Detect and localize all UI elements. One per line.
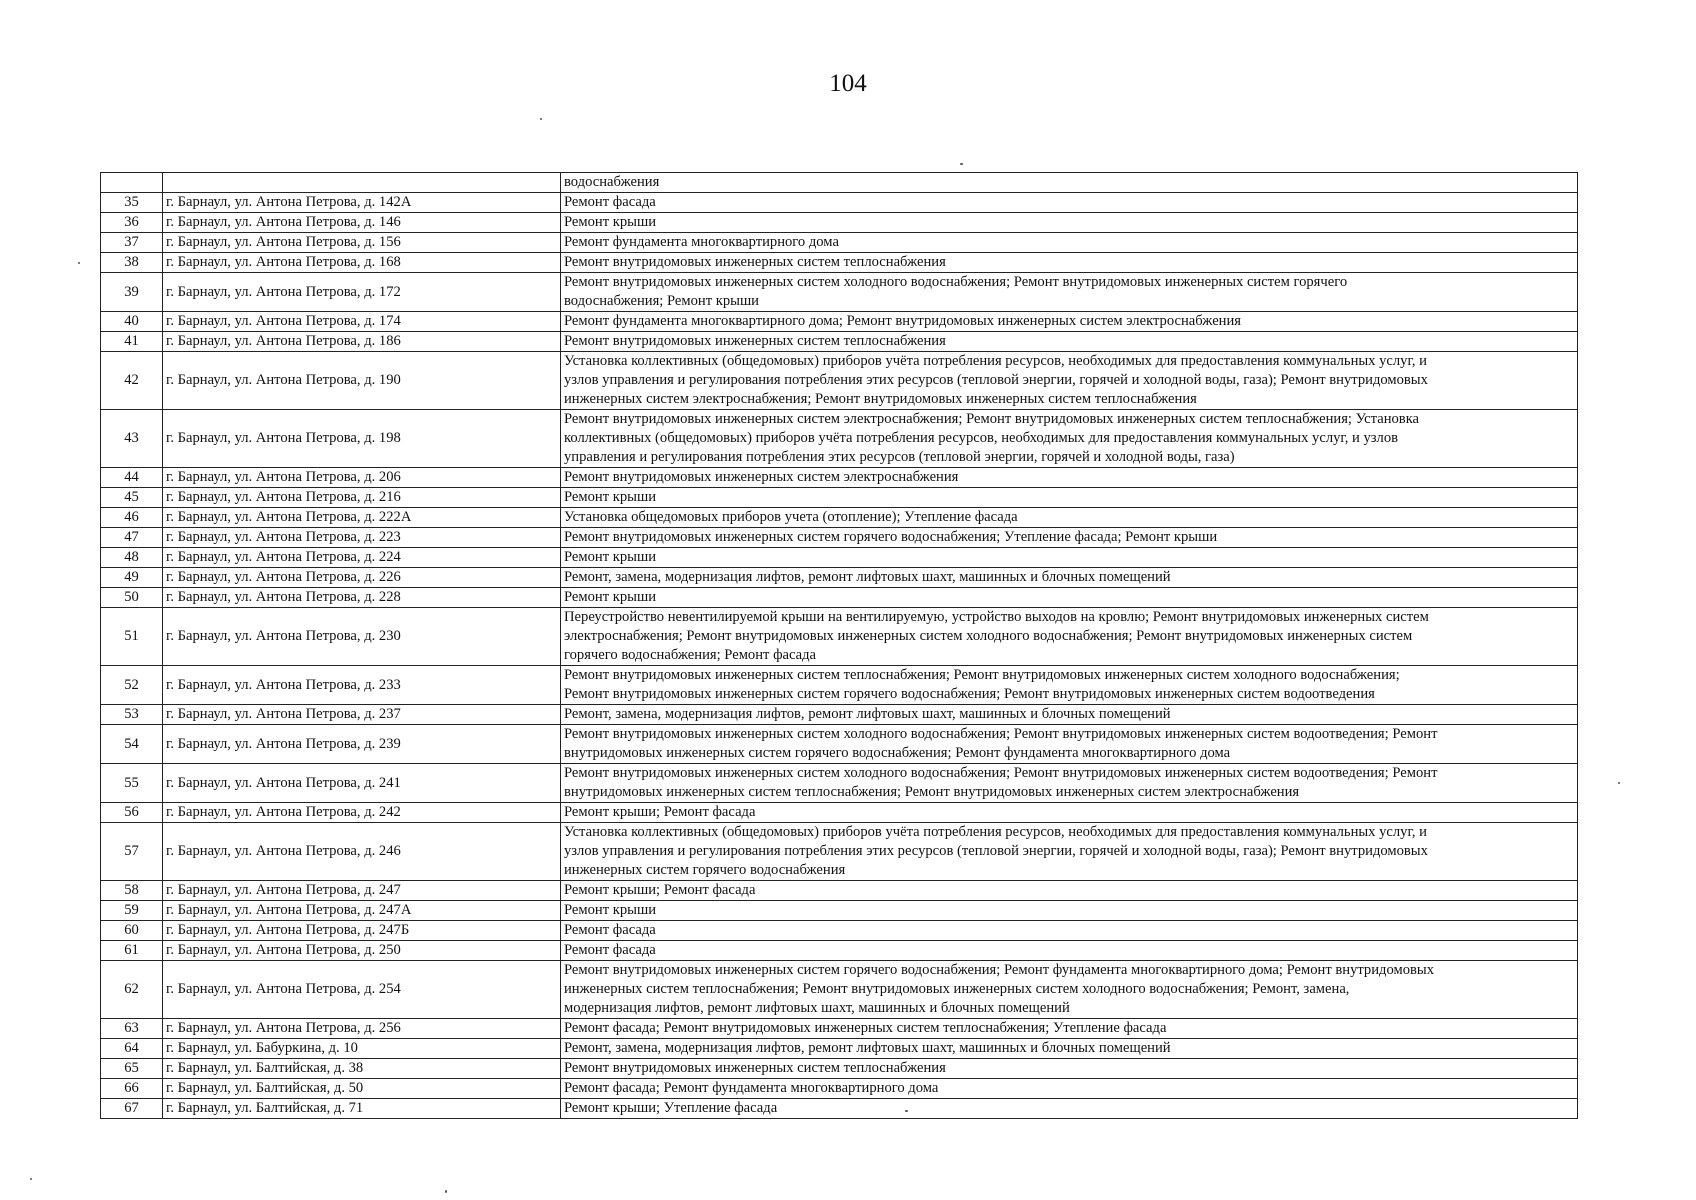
works-cell: Ремонт крыши <box>561 213 1578 233</box>
table-row <box>101 705 1578 725</box>
address-cell: г. Барнаул, ул. Антона Петрова, д. 250 <box>163 941 561 961</box>
table-row <box>101 528 1578 548</box>
table-row <box>101 764 1578 803</box>
works-cell: Ремонт крыши <box>561 548 1578 568</box>
address-cell: г. Барнаул, ул. Антона Петрова, д. 186 <box>163 332 561 352</box>
works-cell: Ремонт внутридомовых инженерных систем холодного водоснабжения; Ремонт внутридомовых инженерных систем горячего водоснабжения; Ремонт крыши <box>561 273 1578 312</box>
table-row <box>101 881 1578 901</box>
works-cell: Ремонт крыши <box>561 488 1578 508</box>
works-cell: Ремонт, замена, модернизация лифтов, ремонт лифтовых шахт, машинных и блочных помещений <box>561 1039 1578 1059</box>
table-row <box>101 568 1578 588</box>
scan-speck <box>960 163 963 165</box>
works-cell: Ремонт крыши <box>561 588 1578 608</box>
row-number-cell: 38 <box>101 253 163 273</box>
works-cell: Ремонт внутридомовых инженерных систем холодного водоснабжения; Ремонт внутридомовых инженерных систем водоотведения; Ремонт внутридомовых инженерных систем теплоснабжения; Ремонт внутридомовых инженерных систем электроснабжения <box>561 764 1578 803</box>
row-number-cell: 51 <box>101 608 163 666</box>
works-cell: Ремонт фасада <box>561 941 1578 961</box>
works-cell: Ремонт крыши; Утепление фасада <box>561 1099 1578 1119</box>
address-cell: г. Барнаул, ул. Антона Петрова, д. 230 <box>163 608 561 666</box>
row-number-cell: 60 <box>101 921 163 941</box>
row-number-cell: 56 <box>101 803 163 823</box>
row-number-cell: 66 <box>101 1079 163 1099</box>
table-row <box>101 588 1578 608</box>
works-cell: Ремонт крыши; Ремонт фасада <box>561 803 1578 823</box>
works-cell: водоснабжения <box>561 173 1578 193</box>
row-number-cell: 45 <box>101 488 163 508</box>
row-number-cell: 63 <box>101 1019 163 1039</box>
row-number-cell: 39 <box>101 273 163 312</box>
row-number-cell: 62 <box>101 961 163 1019</box>
table-row <box>101 352 1578 410</box>
row-number-cell: 47 <box>101 528 163 548</box>
table-row <box>101 941 1578 961</box>
table-body <box>101 173 1578 1119</box>
row-number-cell: 42 <box>101 352 163 410</box>
address-cell: г. Барнаул, ул. Антона Петрова, д. 216 <box>163 488 561 508</box>
address-cell: г. Барнаул, ул. Антона Петрова, д. 146 <box>163 213 561 233</box>
works-cell: Ремонт крыши <box>561 901 1578 921</box>
row-number-cell: 54 <box>101 725 163 764</box>
scan-speck <box>905 1110 908 1112</box>
table-row <box>101 488 1578 508</box>
address-cell: г. Барнаул, ул. Антона Петрова, д. 256 <box>163 1019 561 1039</box>
works-cell: Ремонт фасада; Ремонт фундамента многоквартирного дома <box>561 1079 1578 1099</box>
page-number: 104 <box>829 70 867 97</box>
works-cell: Ремонт внутридомовых инженерных систем горячего водоснабжения; Утепление фасада; Ремонт крыши <box>561 528 1578 548</box>
row-number-cell: 44 <box>101 468 163 488</box>
works-cell: Ремонт внутридомовых инженерных систем электроснабжения; Ремонт внутридомовых инженерных систем теплоснабжения; Установка коллективных (общедомовых) приборов учёта потребления ресурсов, необходимых для предоставления коммунальных услуг, и узлов управления и регулирования потребления этих ресурсов (тепловой энергии, горячей и холодной воды, газа) <box>561 410 1578 468</box>
works-cell: Ремонт фасада <box>561 921 1578 941</box>
table-row <box>101 921 1578 941</box>
table-row <box>101 468 1578 488</box>
address-cell: г. Барнаул, ул. Антона Петрова, д. 242 <box>163 803 561 823</box>
table-row <box>101 1019 1578 1039</box>
row-number-cell: 40 <box>101 312 163 332</box>
table-row <box>101 548 1578 568</box>
works-cell: Ремонт крыши; Ремонт фасада <box>561 881 1578 901</box>
table-row <box>101 312 1578 332</box>
address-cell: г. Барнаул, ул. Антона Петрова, д. 223 <box>163 528 561 548</box>
address-cell: г. Барнаул, ул. Антона Петрова, д. 156 <box>163 233 561 253</box>
row-number-cell: 53 <box>101 705 163 725</box>
works-cell: Ремонт фундамента многоквартирного дома; Ремонт внутридомовых инженерных систем электроснабжения <box>561 312 1578 332</box>
works-cell: Ремонт внутридомовых инженерных систем теплоснабжения <box>561 332 1578 352</box>
scan-speck <box>1618 782 1620 784</box>
row-number-cell: 59 <box>101 901 163 921</box>
table-row <box>101 233 1578 253</box>
works-cell: Ремонт, замена, модернизация лифтов, ремонт лифтовых шахт, машинных и блочных помещений <box>561 568 1578 588</box>
address-cell: г. Барнаул, ул. Антона Петрова, д. 239 <box>163 725 561 764</box>
row-number-cell: 35 <box>101 193 163 213</box>
works-cell: Установка коллективных (общедомовых) приборов учёта потребления ресурсов, необходимых для предоставления коммунальных услуг, и узлов управления и регулирования потребления этих ресурсов (тепловой энергии, горячей и холодной воды, газа); Ремонт внутридомовых инженерных систем электроснабжения; Ремонт внутридомовых инженерных систем теплоснабжения <box>561 352 1578 410</box>
table-row <box>101 173 1578 193</box>
works-cell: Ремонт внутридомовых инженерных систем горячего водоснабжения; Ремонт фундамента многоквартирного дома; Ремонт внутридомовых инженерных систем теплоснабжения; Ремонт внутридомовых инженерных систем холодного водоснабжения; Ремонт, замена, модернизация лифтов, ремонт лифтовых шахт, машинных и блочных помещений <box>561 961 1578 1019</box>
row-number-cell: 41 <box>101 332 163 352</box>
works-cell: Ремонт внутридомовых инженерных систем теплоснабжения <box>561 253 1578 273</box>
address-cell: г. Барнаул, ул. Антона Петрова, д. 226 <box>163 568 561 588</box>
works-cell: Переустройство невентилируемой крыши на вентилируемую, устройство выходов на кровлю; Ремонт внутридомовых инженерных систем электроснабжения; Ремонт внутридомовых инженерных систем холодного водоснабжения; Ремонт внутридомовых инженерных систем горячего водоснабжения; Ремонт фасада <box>561 608 1578 666</box>
address-cell: г. Барнаул, ул. Антона Петрова, д. 247 <box>163 881 561 901</box>
works-cell: Установка коллективных (общедомовых) приборов учёта потребления ресурсов, необходимых для предоставления коммунальных услуг, и узлов управления и регулирования потребления этих ресурсов (тепловой энергии, горячей и холодной воды, газа); Ремонт внутридомовых инженерных систем горячего водоснабжения <box>561 823 1578 881</box>
table-row <box>101 1039 1578 1059</box>
table-row <box>101 410 1578 468</box>
row-number-cell: 48 <box>101 548 163 568</box>
address-cell: г. Барнаул, ул. Балтийская, д. 71 <box>163 1099 561 1119</box>
table-row <box>101 273 1578 312</box>
address-cell: г. Барнаул, ул. Антона Петрова, д. 224 <box>163 548 561 568</box>
row-number-cell: 46 <box>101 508 163 528</box>
table-row <box>101 1099 1578 1119</box>
row-number-cell: 43 <box>101 410 163 468</box>
row-number-cell: 57 <box>101 823 163 881</box>
table-row <box>101 1059 1578 1079</box>
address-cell: г. Барнаул, ул. Антона Петрова, д. 233 <box>163 666 561 705</box>
address-cell: г. Барнаул, ул. Антона Петрова, д. 142А <box>163 193 561 213</box>
address-cell: г. Барнаул, ул. Антона Петрова, д. 247Б <box>163 921 561 941</box>
address-cell: г. Барнаул, ул. Антона Петрова, д. 254 <box>163 961 561 1019</box>
table-row <box>101 213 1578 233</box>
row-number-cell: 50 <box>101 588 163 608</box>
row-number-cell <box>101 173 163 193</box>
works-cell: Ремонт внутридомовых инженерных систем холодного водоснабжения; Ремонт внутридомовых инженерных систем водоотведения; Ремонт внутридомовых инженерных систем горячего водоснабжения; Ремонт фундамента многоквартирного дома <box>561 725 1578 764</box>
works-cell: Ремонт внутридомовых инженерных систем теплоснабжения; Ремонт внутридомовых инженерных систем холодного водоснабжения; Ремонт внутридомовых инженерных систем горячего водоснабжения; Ремонт внутридомовых инженерных систем водоотведения <box>561 666 1578 705</box>
address-cell: г. Барнаул, ул. Антона Петрова, д. 168 <box>163 253 561 273</box>
address-cell: г. Барнаул, ул. Бабуркина, д. 10 <box>163 1039 561 1059</box>
table-row <box>101 193 1578 213</box>
works-cell: Ремонт фасада; Ремонт внутридомовых инженерных систем теплоснабжения; Утепление фасада <box>561 1019 1578 1039</box>
address-cell: г. Барнаул, ул. Балтийская, д. 50 <box>163 1079 561 1099</box>
repair-works-table <box>100 172 1578 1119</box>
address-cell: г. Барнаул, ул. Антона Петрова, д. 198 <box>163 410 561 468</box>
address-cell <box>163 173 561 193</box>
address-cell: г. Барнаул, ул. Антона Петрова, д. 206 <box>163 468 561 488</box>
table-row <box>101 725 1578 764</box>
row-number-cell: 67 <box>101 1099 163 1119</box>
row-number-cell: 65 <box>101 1059 163 1079</box>
works-cell: Ремонт, замена, модернизация лифтов, ремонт лифтовых шахт, машинных и блочных помещений <box>561 705 1578 725</box>
address-cell: г. Барнаул, ул. Антона Петрова, д. 237 <box>163 705 561 725</box>
table-row <box>101 608 1578 666</box>
row-number-cell: 58 <box>101 881 163 901</box>
address-cell: г. Барнаул, ул. Антона Петрова, д. 222А <box>163 508 561 528</box>
works-cell: Ремонт фундамента многоквартирного дома <box>561 233 1578 253</box>
address-cell: г. Барнаул, ул. Антона Петрова, д. 247А <box>163 901 561 921</box>
row-number-cell: 36 <box>101 213 163 233</box>
table-row <box>101 508 1578 528</box>
table-row <box>101 332 1578 352</box>
address-cell: г. Барнаул, ул. Антона Петрова, д. 190 <box>163 352 561 410</box>
address-cell: г. Барнаул, ул. Антона Петрова, д. 246 <box>163 823 561 881</box>
table-row <box>101 1079 1578 1099</box>
scan-speck <box>30 1178 32 1180</box>
scan-speck <box>445 1190 447 1193</box>
table-row <box>101 961 1578 1019</box>
works-cell: Ремонт внутридомовых инженерных систем электроснабжения <box>561 468 1578 488</box>
address-cell: г. Барнаул, ул. Антона Петрова, д. 228 <box>163 588 561 608</box>
works-cell: Установка общедомовых приборов учета (отопление); Утепление фасада <box>561 508 1578 528</box>
table-row <box>101 666 1578 705</box>
scan-speck <box>540 118 542 120</box>
row-number-cell: 64 <box>101 1039 163 1059</box>
works-cell: Ремонт внутридомовых инженерных систем теплоснабжения <box>561 1059 1578 1079</box>
row-number-cell: 49 <box>101 568 163 588</box>
row-number-cell: 37 <box>101 233 163 253</box>
row-number-cell: 61 <box>101 941 163 961</box>
table-row <box>101 823 1578 881</box>
address-cell: г. Барнаул, ул. Балтийская, д. 38 <box>163 1059 561 1079</box>
table-row <box>101 253 1578 273</box>
works-cell: Ремонт фасада <box>561 193 1578 213</box>
table-row <box>101 901 1578 921</box>
address-cell: г. Барнаул, ул. Антона Петрова, д. 174 <box>163 312 561 332</box>
row-number-cell: 55 <box>101 764 163 803</box>
table-row <box>101 803 1578 823</box>
row-number-cell: 52 <box>101 666 163 705</box>
address-cell: г. Барнаул, ул. Антона Петрова, д. 241 <box>163 764 561 803</box>
scan-speck <box>78 262 80 264</box>
address-cell: г. Барнаул, ул. Антона Петрова, д. 172 <box>163 273 561 312</box>
